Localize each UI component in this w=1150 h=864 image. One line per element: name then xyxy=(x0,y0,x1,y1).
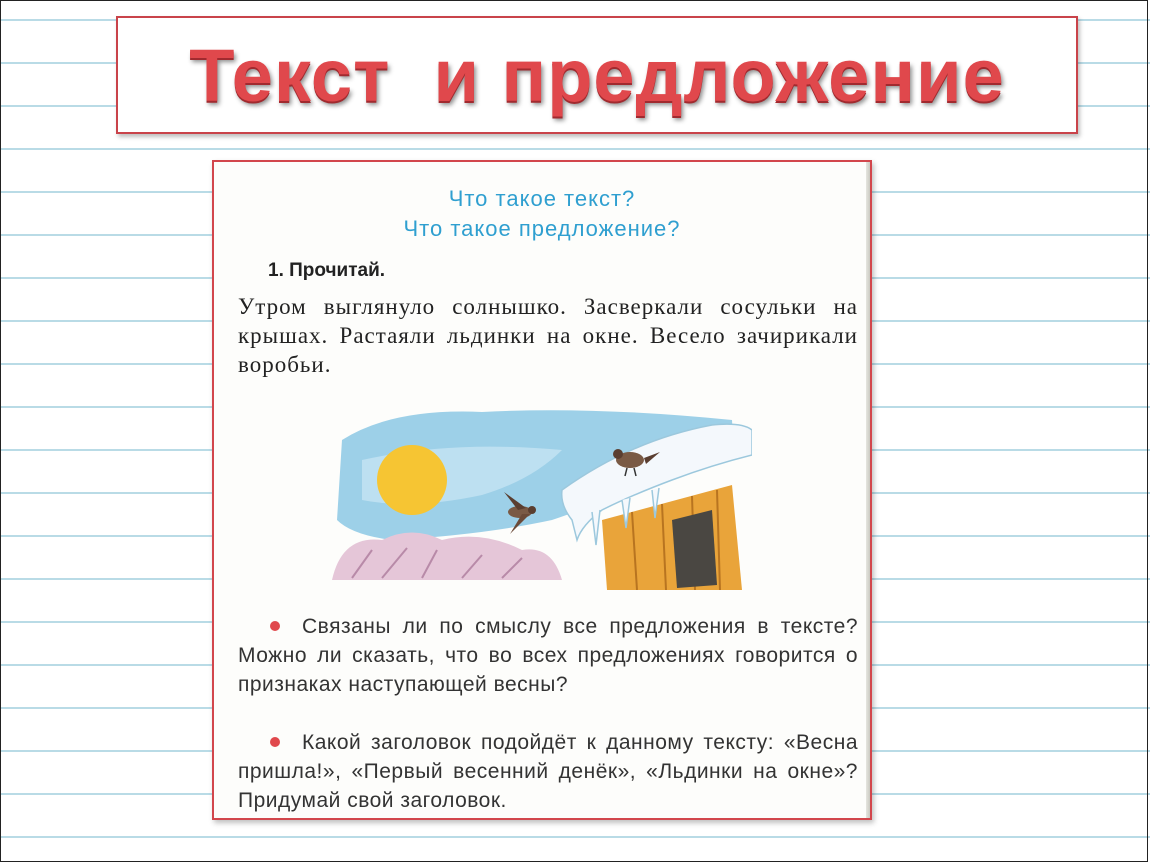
textbook-page xyxy=(212,160,872,820)
winter-illustration xyxy=(332,400,752,590)
question-1 xyxy=(238,612,858,699)
slide-title: Текст и предложение xyxy=(189,33,1005,117)
reading-text: Утром выглянуло солнышко. Засверкали сосульки на крышах. Растаяли льдинки на окне. Весело зачирикали воробьи. xyxy=(238,294,858,377)
sun-icon xyxy=(377,445,447,515)
page-heading-line2: Что такое предложение? xyxy=(403,216,681,241)
page-edge xyxy=(866,162,870,818)
question-1-text: Связаны ли по смыслу все предложения в тексте? Можно ли сказать, что во всех предложениях говорится о признаках наступающей весны? xyxy=(238,615,858,696)
title-box xyxy=(116,16,1078,134)
house-window xyxy=(672,510,717,588)
bullet-icon xyxy=(270,737,280,747)
question-2-text: Какой заголовок подойдёт к данному тексту: «Весна пришла!», «Первый весенний денёк», «Льдинки на окне»? Придумай свой заголовок. xyxy=(238,731,858,812)
bullet-icon xyxy=(270,621,280,631)
page-heading-line1: Что такое текст? xyxy=(448,186,636,211)
exercise-label: 1. Прочитай. xyxy=(268,260,386,281)
question-2 xyxy=(238,728,858,815)
